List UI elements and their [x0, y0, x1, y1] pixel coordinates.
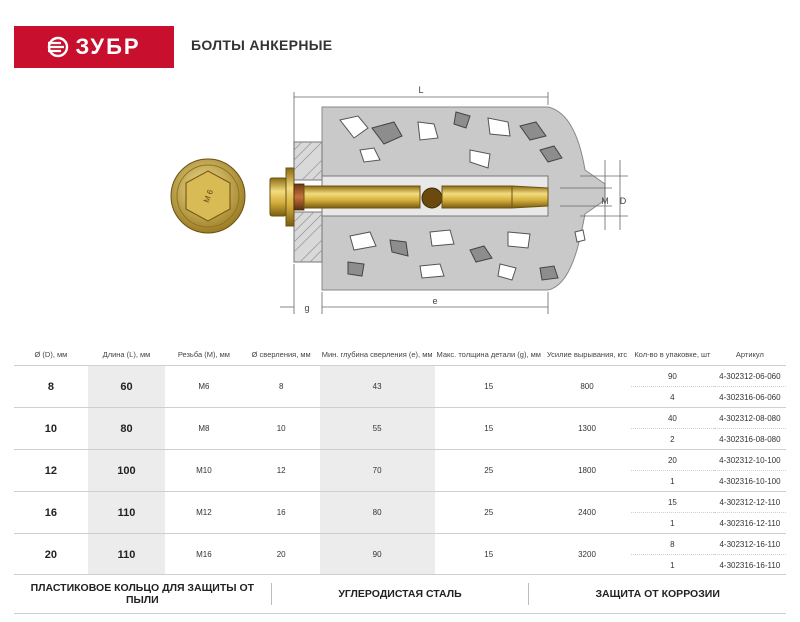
dim-label-g: g	[304, 303, 310, 313]
cell-article: 4-302312-06-060	[714, 366, 786, 387]
dim-label-e: e	[432, 296, 438, 306]
cell-force: 1800	[543, 450, 631, 492]
col-header-diameter: Ø (D), мм	[14, 343, 88, 366]
col-header-depth: Мин. глубина сверления (е), мм	[320, 343, 435, 366]
cell-qty: 4	[631, 387, 714, 408]
feature-corrosion-protection: ЗАЩИТА ОТ КОРРОЗИИ	[595, 588, 720, 600]
cell-length: 110	[88, 492, 165, 534]
col-header-force: Усилие вырывания, кгс	[543, 343, 631, 366]
col-header-article: Артикул	[714, 343, 786, 366]
table-row	[14, 408, 786, 429]
cell-force: 3200	[543, 534, 631, 576]
table-header-row	[14, 343, 786, 366]
cell-diameter: 16	[14, 492, 88, 534]
page-title: БОЛТЫ АНКЕРНЫЕ	[191, 37, 333, 53]
cell-thickness: 25	[435, 492, 543, 534]
cell-diameter: 8	[14, 366, 88, 408]
cell-drill: 16	[243, 492, 320, 534]
col-header-qty: Кол-во в упаковке, шт	[631, 343, 714, 366]
cell-force: 800	[543, 366, 631, 408]
cell-depth: 43	[320, 366, 435, 408]
cell-force: 1300	[543, 408, 631, 450]
table-row	[14, 450, 786, 471]
cell-qty: 1	[631, 513, 714, 534]
cell-article: 4-302316-12-110	[714, 513, 786, 534]
cell-article: 4-302312-10-100	[714, 450, 786, 471]
cell-article: 4-302312-08-080	[714, 408, 786, 429]
col-header-thread: Резьба (М), мм	[165, 343, 242, 366]
dim-label-D: D	[619, 196, 627, 206]
feature-bar	[14, 574, 786, 614]
dim-label-L: L	[418, 85, 424, 95]
cell-thread: M16	[165, 534, 242, 576]
cell-thread: M12	[165, 492, 242, 534]
cell-length: 110	[88, 534, 165, 576]
cell-article: 4-302312-16-110	[714, 534, 786, 555]
anchor-bolt-diagram	[0, 80, 800, 342]
cell-article: 4-302316-06-060	[714, 387, 786, 408]
cell-qty: 40	[631, 408, 714, 429]
brand-mark-icon	[47, 36, 69, 58]
cell-drill: 8	[243, 366, 320, 408]
brand-logo	[14, 26, 174, 68]
cell-article: 4-302312-12-110	[714, 492, 786, 513]
cell-article: 4-302316-10-100	[714, 471, 786, 492]
cell-thickness: 15	[435, 408, 543, 450]
col-header-thickness: Макс. толщина детали (g), мм	[435, 343, 543, 366]
cell-depth: 80	[320, 492, 435, 534]
cell-drill: 12	[243, 450, 320, 492]
cell-qty: 1	[631, 555, 714, 576]
cell-article: 4-302316-08-080	[714, 429, 786, 450]
table-row	[14, 534, 786, 555]
cell-drill: 20	[243, 534, 320, 576]
cell-qty: 20	[631, 450, 714, 471]
feature-carbon-steel: УГЛЕРОДИСТАЯ СТАЛЬ	[338, 588, 462, 600]
cell-depth: 90	[320, 534, 435, 576]
cell-diameter: 20	[14, 534, 88, 576]
table-row	[14, 366, 786, 387]
cell-diameter: 12	[14, 450, 88, 492]
table-row	[14, 492, 786, 513]
cell-qty: 90	[631, 366, 714, 387]
col-header-length: Длина (L), мм	[88, 343, 165, 366]
spec-table	[14, 343, 786, 575]
cell-length: 100	[88, 450, 165, 492]
dim-label-M: M	[601, 196, 609, 206]
cell-qty: 15	[631, 492, 714, 513]
cell-depth: 70	[320, 450, 435, 492]
col-header-drill: Ø сверления, мм	[243, 343, 320, 366]
head-marking: M 6	[201, 188, 215, 204]
cell-force: 2400	[543, 492, 631, 534]
cell-thickness: 25	[435, 450, 543, 492]
cell-thickness: 15	[435, 366, 543, 408]
cell-drill: 10	[243, 408, 320, 450]
cell-depth: 55	[320, 408, 435, 450]
cell-qty: 2	[631, 429, 714, 450]
cell-length: 80	[88, 408, 165, 450]
cell-diameter: 10	[14, 408, 88, 450]
feature-dust-ring: ПЛАСТИКОВОЕ КОЛЬЦО ДЛЯ ЗАЩИТЫ ОТ ПЫЛИ	[30, 582, 255, 606]
cell-thickness: 15	[435, 534, 543, 576]
bolt-head-front-view	[171, 159, 245, 233]
cell-length: 60	[88, 366, 165, 408]
cell-thread: M8	[165, 408, 242, 450]
cell-qty: 1	[631, 471, 714, 492]
cell-thread: M6	[165, 366, 242, 408]
brand-name: ЗУБР	[75, 34, 141, 59]
cell-qty: 8	[631, 534, 714, 555]
cell-thread: M10	[165, 450, 242, 492]
cell-article: 4-302316-16-110	[714, 555, 786, 576]
